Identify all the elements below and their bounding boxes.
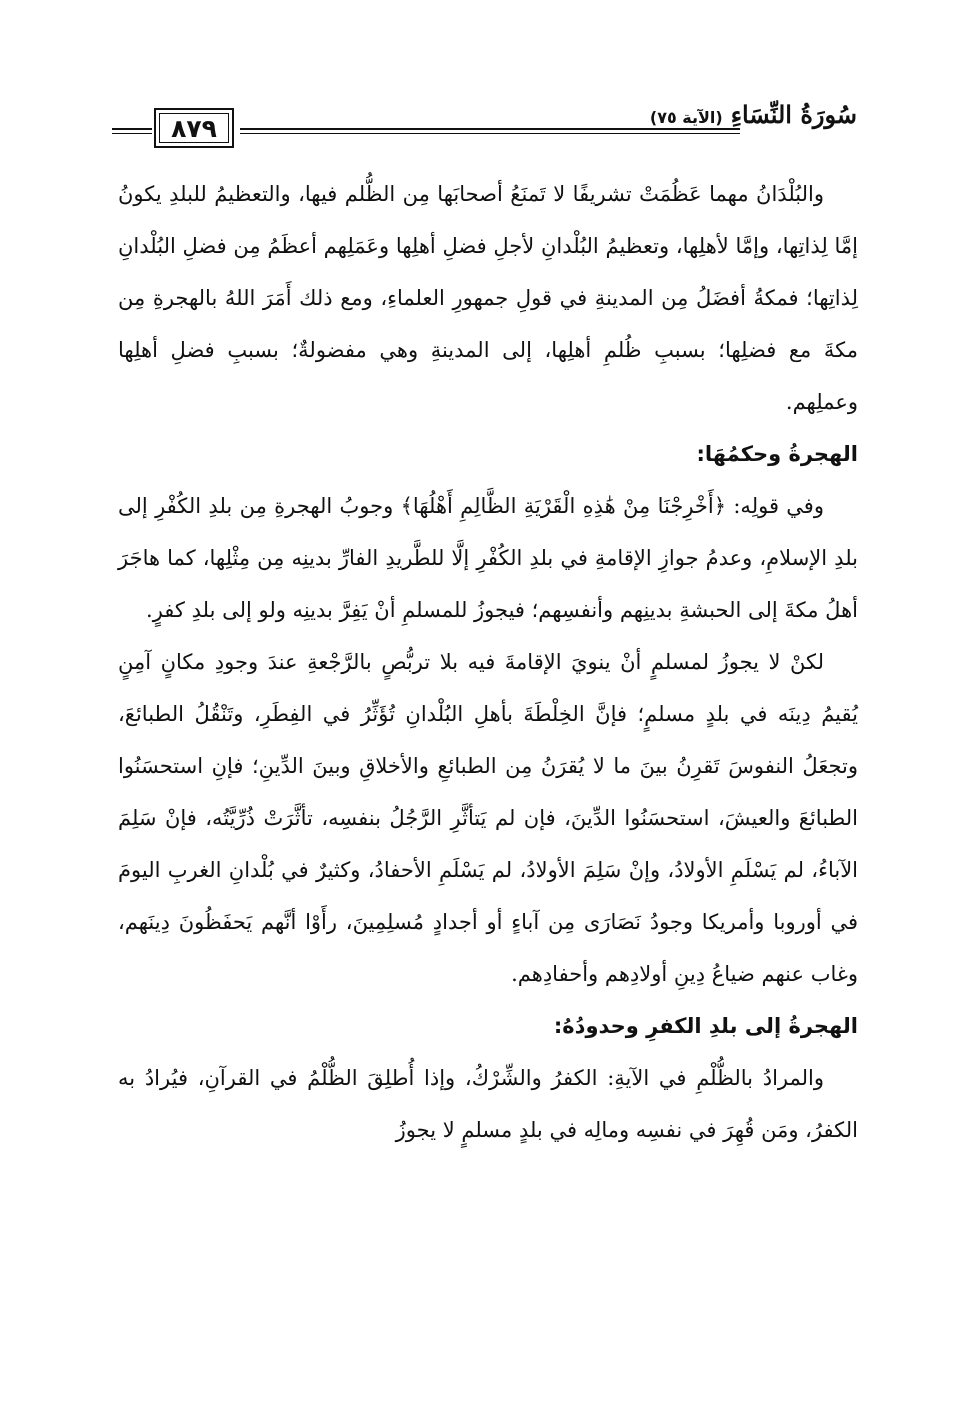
paragraph-hijra-obligation: وفي قولِه: ﴿أَخْرِجْنَا مِنْ هَٰذِهِ الْقَرْيَةِ الظَّالِمِ أَهْلُهَا﴾ وجوبُ الهجرةِ مِن بلدِ الكُفْرِ إلى بلدِ الإسلامِ، وعدمُ جوازِ الإقامةِ في بلدِ الكُفْرِ إلَّا للطَّريدِ الفارِّ بدينِه مِن مِثْلِها، كما هاجَرَ أهلُ مكةَ إلى الحبشةِ بدينِهم وأنفسِهم؛ فيجوزُ للمسلمِ أنْ يَفِرَّ بدينِه ولو إلى بلدِ كفرٍ.	[118, 494, 858, 622]
page-number-frame	[154, 108, 234, 148]
paragraph-residence-warning: لكنْ لا يجوزُ لمسلمٍ أنْ ينويَ الإقامةَ فيه بلا تربُّصٍ بالرَّجْعةِ عندَ وجودِ مكانٍ آمِنٍ يُقيمُ دِينَه في بلدٍ مسلمٍ؛ فإنَّ الخِلْطَةَ بأهلِ البُلْدانِ تُؤَثِّرُ في الفِطَرِ، وتَنْقُلُ الطبائعَ، وتجعَلُ النفوسَ تَقرِنُ بينَ ما لا يُقرَنُ مِن الطبائعِ والأخلاقِ وبينَ الدِّينِ؛ فإنِ استحسَنُوا الطبائعَ والعيشَ، استحسَنُوا الدِّينَ، فإن لم يَتأثَّرِ الرَّجُلُ بنفسِه، تأثَّرَتْ ذُرِّيَّتُه، فإنْ سَلِمَ الآباءُ، لم يَسْلَمِ الأولادُ، وإنْ سَلِمَ الأولادُ، لم يَسْلَمِ الأحفادُ، وكثيرٌ في بُلْدانِ الغربِ اليومَ في أوروبا وأمريكا وجودُ نَصَارَى مِن آباءٍ أو أجدادٍ مُسلِمِينَ، رأَوْا أنَّهم يَحفَظُونَ دِينَهم، وغاب عنهم ضياعُ دِينِ أولادِهم وأحفادِهم.	[118, 650, 858, 986]
surah-title: سُورَةُ النِّسَاءِ	[730, 100, 857, 129]
verse-reference: (الآية ٧٥)	[649, 108, 723, 127]
header-rule-left-thin	[112, 133, 152, 134]
page-body	[118, 168, 858, 1156]
page-header	[112, 96, 857, 156]
page-number: ٨٧٩	[171, 113, 217, 143]
paragraph-meaning-of-zulm: والمرادُ بالظُّلْمِ في الآيةِ: الكفرُ والشِّرْكُ، وإذا أُطلِقَ الظُّلْمُ في القرآنِ، فيُرادُ به الكفرُ، ومَن قُهِرَ في نفسِه ومالِه في بلدٍ مسلمٍ لا يجوزُ	[118, 1066, 858, 1142]
section-heading-hijra-ruling: الهجرةُ وحكمُهَا:	[696, 442, 858, 466]
paragraph-cities-honor: والبُلْدَانُ مهما عَظُمَتْ تشريفًا لا تَمنَعُ أصحابَها مِن الظُّلم فيها، والتعظيمُ للبلدِ يكونُ إمَّا لِذاتِها، وإمَّا لأهلِها، وتعظيمُ البُلْدانِ لأجلِ فضلِ أهلِها وعَمَلِهم أعظَمُ مِن فضلِ البُلْدانِ لِذاتِها؛ فمكةُ أفضَلُ مِن المدينةِ في قولِ جمهورِ العلماءِ، ومع ذلك أَمَرَ اللهُ بالهجرةِ مِن مكةَ مع فضلِها؛ بسببِ ظُلمِ أهلِها، إلى المدينةِ وهي مفضولةٌ؛ بسببِ فضلِ أهلِها وعملِهم.	[118, 182, 858, 414]
running-head	[650, 100, 857, 129]
header-rule-right-thin	[240, 133, 740, 134]
section-heading-hijra-limits: الهجرةُ إلى بلدِ الكفرِ وحدودُهُ:	[553, 1014, 858, 1038]
header-rule-left	[112, 128, 152, 130]
